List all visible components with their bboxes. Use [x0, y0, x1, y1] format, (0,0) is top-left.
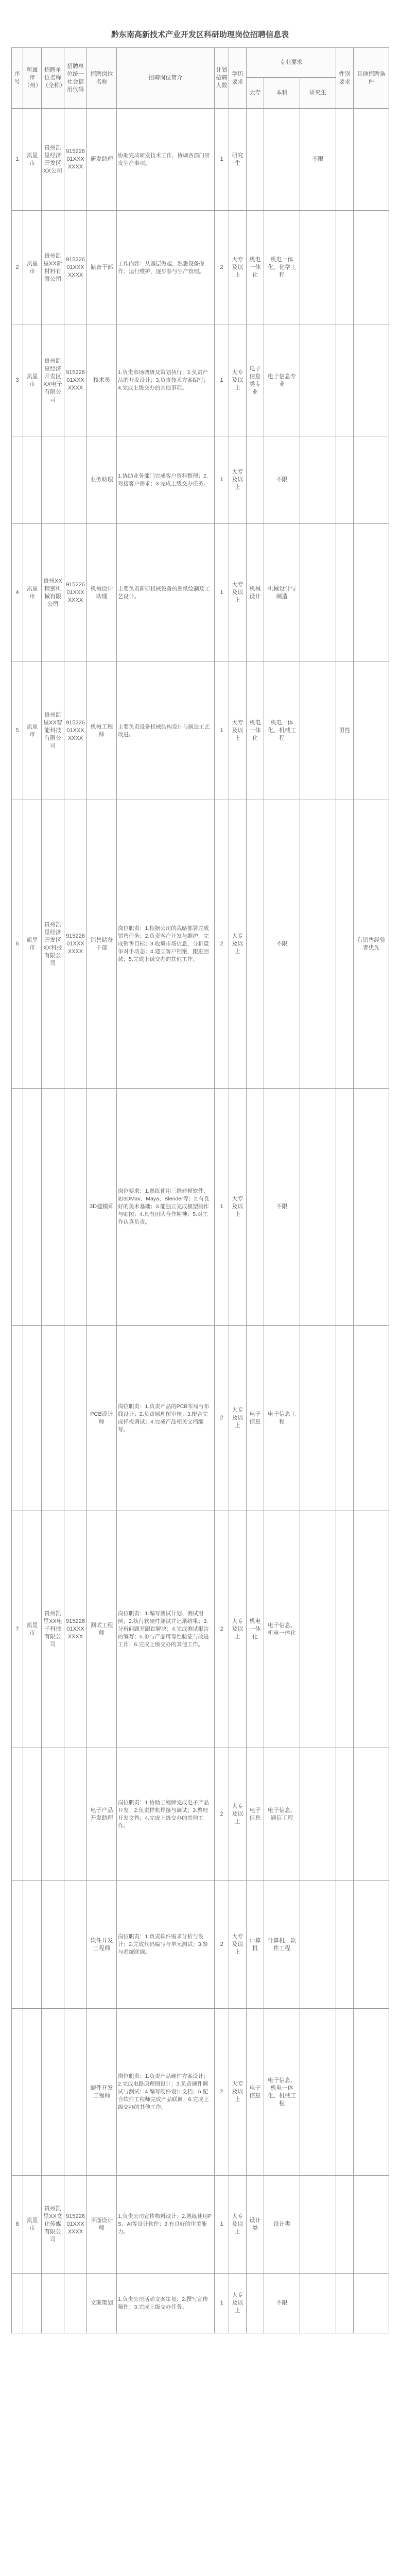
cell-edu: 大专及以上 — [229, 2274, 247, 2333]
table-row — [12, 211, 389, 325]
cell-other — [354, 436, 389, 524]
cell-count: 2 — [215, 211, 229, 325]
cell-edu: 大专及以上 — [229, 800, 247, 1089]
cell-intro: 主要负责设备机械结构设计与制造工艺改进。 — [117, 662, 215, 800]
cell-other — [354, 1511, 389, 1748]
cell-code — [64, 2274, 87, 2333]
cell-other — [354, 2176, 389, 2274]
cell-edu: 大专及以上 — [229, 325, 247, 436]
header-graduate: 研究生 — [300, 78, 336, 109]
cell-bachelor — [264, 109, 300, 211]
cell-count: 1 — [215, 109, 229, 211]
cell-bachelor: 电子信息、通信工程 — [264, 1748, 300, 1881]
cell-bachelor: 不限 — [264, 436, 300, 524]
cell-company: 贵州凯里XX智能科技有限公司 — [42, 662, 64, 800]
cell-other — [354, 2009, 389, 2176]
table-row — [12, 1748, 389, 1881]
cell-bachelor: 电子信息、机电一体化、机械工程 — [264, 2009, 300, 2176]
table-row — [12, 2009, 389, 2176]
cell-intro: 岗位职责：1.协助工程师完成电子产品开发；2.负责样机焊接与调试；3.整理开发文档；4.完成上级交办的其他工作。 — [117, 1748, 215, 1881]
cell-intro: 主要负责新研机械设备的图纸绘制及工艺设计。 — [117, 524, 215, 662]
table-row — [12, 2274, 389, 2333]
cell-intro: 岗位职责：1.编写测试计划、测试用例；2.执行软硬件测试并记录结果；3.分析问题并跟踪解决；4.完成测试报告的编写；5.参与产品可靠性验证与改进工作；6.完成上级交办的其他工作。 — [117, 1511, 215, 1748]
cell-edu: 大专及以上 — [229, 1748, 247, 1881]
cell-junior: 计算机 — [247, 1881, 264, 2009]
cell-other — [354, 1881, 389, 2009]
cell-gender — [336, 2176, 354, 2274]
cell-position: 软件开发工程师 — [87, 1881, 117, 2009]
header-seq: 序号 — [12, 48, 23, 109]
cell-edu: 研究生 — [229, 109, 247, 211]
cell-intro: 1.负责公司活动文案策划；2.撰写宣传稿件；3.完成上级交办任务。 — [117, 2274, 215, 2333]
cell-gender — [336, 1089, 354, 1326]
cell-other — [354, 325, 389, 436]
header-company: 招聘单位名称（全称） — [42, 48, 64, 109]
cell-position: 机械设计助理 — [87, 524, 117, 662]
cell-count: 1 — [215, 2176, 229, 2274]
cell-code: 91522601XXXXXXX — [64, 211, 87, 325]
cell-position: 销售储备干部 — [87, 800, 117, 1089]
cell-intro: 岗位职责：1.负责软件需求分析与设计；2.完成代码编写与单元测试；3.参与系统联调。 — [117, 1881, 215, 2009]
cell-position: PCB设计师 — [87, 1326, 117, 1511]
cell-junior: 电子信息 — [247, 2009, 264, 2176]
cell-edu: 大专及以上 — [229, 1326, 247, 1511]
cell-other — [354, 109, 389, 211]
cell-junior — [247, 1089, 264, 1326]
header-position: 招聘岗位名称 — [87, 48, 117, 109]
cell-company: 贵州凯里XX文化传媒有限公司 — [42, 2176, 64, 2274]
cell-seq — [12, 1089, 23, 1326]
cell-company — [42, 436, 64, 524]
cell-gender — [336, 325, 354, 436]
cell-code — [64, 1089, 87, 1326]
cell-junior: 机电一体化 — [247, 211, 264, 325]
cell-position: 机械工程师 — [87, 662, 117, 800]
cell-position: 文案策划 — [87, 2274, 117, 2333]
cell-junior: 电子信息 — [247, 1748, 264, 1881]
cell-city — [23, 2274, 42, 2333]
cell-code: 91522601XXXXXXX — [64, 662, 87, 800]
header-edu: 学历要求 — [229, 48, 247, 109]
cell-seq: 4 — [12, 524, 23, 662]
cell-graduate — [300, 1881, 336, 2009]
cell-count: 2 — [215, 800, 229, 1089]
cell-city: 凯里市 — [23, 524, 42, 662]
cell-count: 2 — [215, 1881, 229, 2009]
cell-bachelor: 不限 — [264, 1089, 300, 1326]
cell-gender — [336, 1326, 354, 1511]
cell-junior: 电子信息类专业 — [247, 325, 264, 436]
cell-code: 91522601XXXXXXX — [64, 2176, 87, 2274]
cell-bachelor: 机电一体化、机械工程 — [264, 662, 300, 800]
cell-bachelor: 电子信息专业 — [264, 325, 300, 436]
cell-graduate — [300, 436, 336, 524]
cell-seq — [12, 436, 23, 524]
cell-city: 凯里市 — [23, 662, 42, 800]
cell-city — [23, 1748, 42, 1881]
table-row — [12, 800, 389, 1089]
cell-graduate — [300, 1089, 336, 1326]
cell-bachelor: 电子信息、机电一体化 — [264, 1511, 300, 1748]
cell-graduate: 不限 — [300, 109, 336, 211]
cell-seq: 2 — [12, 211, 23, 325]
cell-graduate — [300, 800, 336, 1089]
cell-gender — [336, 2274, 354, 2333]
cell-graduate — [300, 524, 336, 662]
cell-intro: 岗位要求：1.熟练使用三维建模软件，如3DMax、Maya、Blender等；2.有良好的美术基础；3.能独立完成模型制作与贴图；4.具有团队合作精神；5.对工作认真负责。 — [117, 1089, 215, 1326]
table-row — [12, 1511, 389, 1748]
cell-gender — [336, 800, 354, 1089]
cell-gender — [336, 1748, 354, 1881]
cell-company — [42, 1748, 64, 1881]
cell-intro: 工作内容：从基层做起，熟悉设备操作、运行维护，逐步参与生产管理。 — [117, 211, 215, 325]
table-row — [12, 662, 389, 800]
cell-count: 2 — [215, 1326, 229, 1511]
cell-intro: 岗位职责：1.负责产品硬件方案设计；2.完成电路原理图设计；3.负责硬件调试与测试；4.编写硬件设计文档；5.配合软件工程师完成产品联调；6.完成上级交办的其他工作。 — [117, 2009, 215, 2176]
cell-city — [23, 436, 42, 524]
cell-seq — [12, 2009, 23, 2176]
cell-city: 凯里市 — [23, 211, 42, 325]
cell-other — [354, 1748, 389, 1881]
cell-company — [42, 2009, 64, 2176]
cell-code — [64, 1881, 87, 2009]
cell-intro: 协助完成研发技术工作，协调各部门研发生产事项。 — [117, 109, 215, 211]
cell-city: 凯里市 — [23, 325, 42, 436]
cell-seq: 8 — [12, 2176, 23, 2274]
cell-count: 1 — [215, 1089, 229, 1326]
header-major: 专业要求 — [247, 48, 336, 78]
cell-edu: 大专及以上 — [229, 1089, 247, 1326]
cell-code: 91522601XXXXXXX — [64, 325, 87, 436]
cell-junior — [247, 800, 264, 1089]
cell-seq: 7 — [12, 1511, 23, 1748]
cell-code — [64, 2009, 87, 2176]
cell-edu: 大专及以上 — [229, 436, 247, 524]
cell-intro: 岗位职责：1.根据公司的战略部署完成销售任务；2.负责客户开发与维护，完成销售目标；3.收集市场信息，分析竞争对手动态；4.建立客户档案，跟进回款；5.完成上级交办的其他工作。 — [117, 800, 215, 1089]
table-row — [12, 524, 389, 662]
table-row — [12, 109, 389, 211]
table-row — [12, 325, 389, 436]
cell-count: 2 — [215, 1511, 229, 1748]
cell-count: 2 — [215, 1748, 229, 1881]
cell-edu: 大专及以上 — [229, 1511, 247, 1748]
cell-code — [64, 1748, 87, 1881]
cell-intro: 1.负责公司宣传物料设计；2.熟练使用PS、AI等设计软件；3.有良好的审美能力。 — [117, 2176, 215, 2274]
cell-junior — [247, 2274, 264, 2333]
cell-intro: 1.负责市场调研及策划执行；2.负责产品的开发设计；3.负责技术方案编写；4.完成上级交办的其他事项。 — [117, 325, 215, 436]
cell-intro: 1.协助业务部门完成客户资料整理；2.对接客户需求；3.完成上级交办任务。 — [117, 436, 215, 524]
cell-code: 91522601XXXXXXX — [64, 1511, 87, 1748]
cell-other — [354, 1089, 389, 1326]
cell-seq — [12, 1326, 23, 1511]
header-other: 其他招聘条件 — [354, 48, 389, 109]
header-bachelor: 本科 — [264, 78, 300, 109]
table-row — [12, 1326, 389, 1511]
cell-city — [23, 1881, 42, 2009]
table-row — [12, 2176, 389, 2274]
cell-other — [354, 2274, 389, 2333]
header-city: 所属市（州） — [23, 48, 42, 109]
cell-count: 1 — [215, 436, 229, 524]
cell-other — [354, 524, 389, 662]
cell-company: 贵州凯里经济开发区XX科技有限公司 — [42, 800, 64, 1089]
cell-seq: 5 — [12, 662, 23, 800]
cell-bachelor: 不限 — [264, 800, 300, 1089]
cell-junior — [247, 436, 264, 524]
cell-bachelor: 机械设计与制造 — [264, 524, 300, 662]
cell-bachelor: 计算机、软件工程 — [264, 1881, 300, 2009]
cell-company: 贵州XX精密机械有限公司 — [42, 524, 64, 662]
cell-gender — [336, 1881, 354, 2009]
cell-city: 凯里市 — [23, 109, 42, 211]
cell-position: 硬件开发工程师 — [87, 2009, 117, 2176]
cell-intro: 岗位职责：1.负责产品的PCB布局与布线设计；2.负责原理图审核；3.配合完成样板调试；4.完成产品相关文档编写。 — [117, 1326, 215, 1511]
recruitment-table — [11, 47, 389, 2333]
table-body — [12, 109, 389, 2333]
cell-position: 业务助理 — [87, 436, 117, 524]
cell-graduate — [300, 662, 336, 800]
cell-gender — [336, 2009, 354, 2176]
cell-seq: 6 — [12, 800, 23, 1089]
header-credit-code: 招聘单位统一社会信用代码 — [64, 48, 87, 109]
cell-seq — [12, 1748, 23, 1881]
cell-graduate — [300, 211, 336, 325]
cell-bachelor: 电子信息工程 — [264, 1326, 300, 1511]
cell-bachelor: 机电一体化、化学工程 — [264, 211, 300, 325]
cell-position: 储备干部 — [87, 211, 117, 325]
cell-graduate — [300, 2009, 336, 2176]
cell-position: 测试工程师 — [87, 1511, 117, 1748]
cell-other — [354, 662, 389, 800]
cell-count: 1 — [215, 524, 229, 662]
cell-junior: 机械设计 — [247, 524, 264, 662]
cell-gender — [336, 524, 354, 662]
cell-company: 贵州凯里XX电子科技有限公司 — [42, 1511, 64, 1748]
cell-other: 有销售经验者优先 — [354, 800, 389, 1089]
cell-seq — [12, 1881, 23, 2009]
cell-junior: 机电一体化 — [247, 662, 264, 800]
cell-count: 1 — [215, 662, 229, 800]
cell-junior: 设计类 — [247, 2176, 264, 2274]
cell-company — [42, 1089, 64, 1326]
cell-position: 电子产品开发助理 — [87, 1748, 117, 1881]
cell-edu: 大专及以上 — [229, 524, 247, 662]
cell-city — [23, 1089, 42, 1326]
cell-position: 平面设计师 — [87, 2176, 117, 2274]
cell-code: 91522601XXXXXXX — [64, 800, 87, 1089]
cell-junior: 电子信息 — [247, 1326, 264, 1511]
cell-company — [42, 2274, 64, 2333]
cell-graduate — [300, 1326, 336, 1511]
cell-company — [42, 1881, 64, 2009]
cell-bachelor: 不限 — [264, 2274, 300, 2333]
table-row — [12, 1881, 389, 2009]
cell-edu: 大专及以上 — [229, 1881, 247, 2009]
cell-edu: 大专及以上 — [229, 2009, 247, 2176]
cell-city: 凯里市 — [23, 2176, 42, 2274]
header-junior: 大专 — [247, 78, 264, 109]
page-title: 黔东南高新技术产业开发区科研助理岗位招聘信息表 — [111, 30, 289, 39]
cell-graduate — [300, 2274, 336, 2333]
cell-company: 贵州凯里XX新材料有限公司 — [42, 211, 64, 325]
cell-company — [42, 1326, 64, 1511]
cell-junior — [247, 109, 264, 211]
cell-position: 技术员 — [87, 325, 117, 436]
table-row — [12, 436, 389, 524]
header-gender: 性别要求 — [336, 48, 354, 109]
cell-edu: 大专及以上 — [229, 211, 247, 325]
cell-position: 3D建模师 — [87, 1089, 117, 1326]
cell-city: 凯里市 — [23, 1511, 42, 1748]
cell-seq: 3 — [12, 325, 23, 436]
cell-junior: 机电一体化 — [247, 1511, 264, 1748]
table-row — [12, 1089, 389, 1326]
cell-bachelor: 设计类 — [264, 2176, 300, 2274]
cell-gender — [336, 436, 354, 524]
cell-other — [354, 1326, 389, 1511]
cell-gender — [336, 1511, 354, 1748]
header-intro: 招聘岗位简介 — [117, 48, 215, 109]
cell-city — [23, 1326, 42, 1511]
cell-gender: 男性 — [336, 662, 354, 800]
cell-seq: 1 — [12, 109, 23, 211]
header-count: 计划招聘人数 — [215, 48, 229, 109]
cell-city — [23, 2009, 42, 2176]
cell-code: 91522601XXXXXXX — [64, 524, 87, 662]
cell-edu: 大专及以上 — [229, 2176, 247, 2274]
cell-position: 研发助理 — [87, 109, 117, 211]
cell-count: 2 — [215, 2009, 229, 2176]
cell-edu: 大专及以上 — [229, 662, 247, 800]
cell-gender — [336, 109, 354, 211]
cell-company: 贵州凯里经济开发区XX公司 — [42, 109, 64, 211]
cell-gender — [336, 211, 354, 325]
cell-code — [64, 1326, 87, 1511]
cell-graduate — [300, 325, 336, 436]
cell-count: 1 — [215, 325, 229, 436]
cell-graduate — [300, 2176, 336, 2274]
cell-code: 91522601XXXXXXX — [64, 109, 87, 211]
cell-count: 1 — [215, 2274, 229, 2333]
cell-graduate — [300, 1748, 336, 1881]
cell-company: 贵州凯里经济开发区XX电子有限公司 — [42, 325, 64, 436]
cell-other — [354, 211, 389, 325]
cell-city: 凯里市 — [23, 800, 42, 1089]
cell-code — [64, 436, 87, 524]
cell-graduate — [300, 1511, 336, 1748]
cell-seq — [12, 2274, 23, 2333]
